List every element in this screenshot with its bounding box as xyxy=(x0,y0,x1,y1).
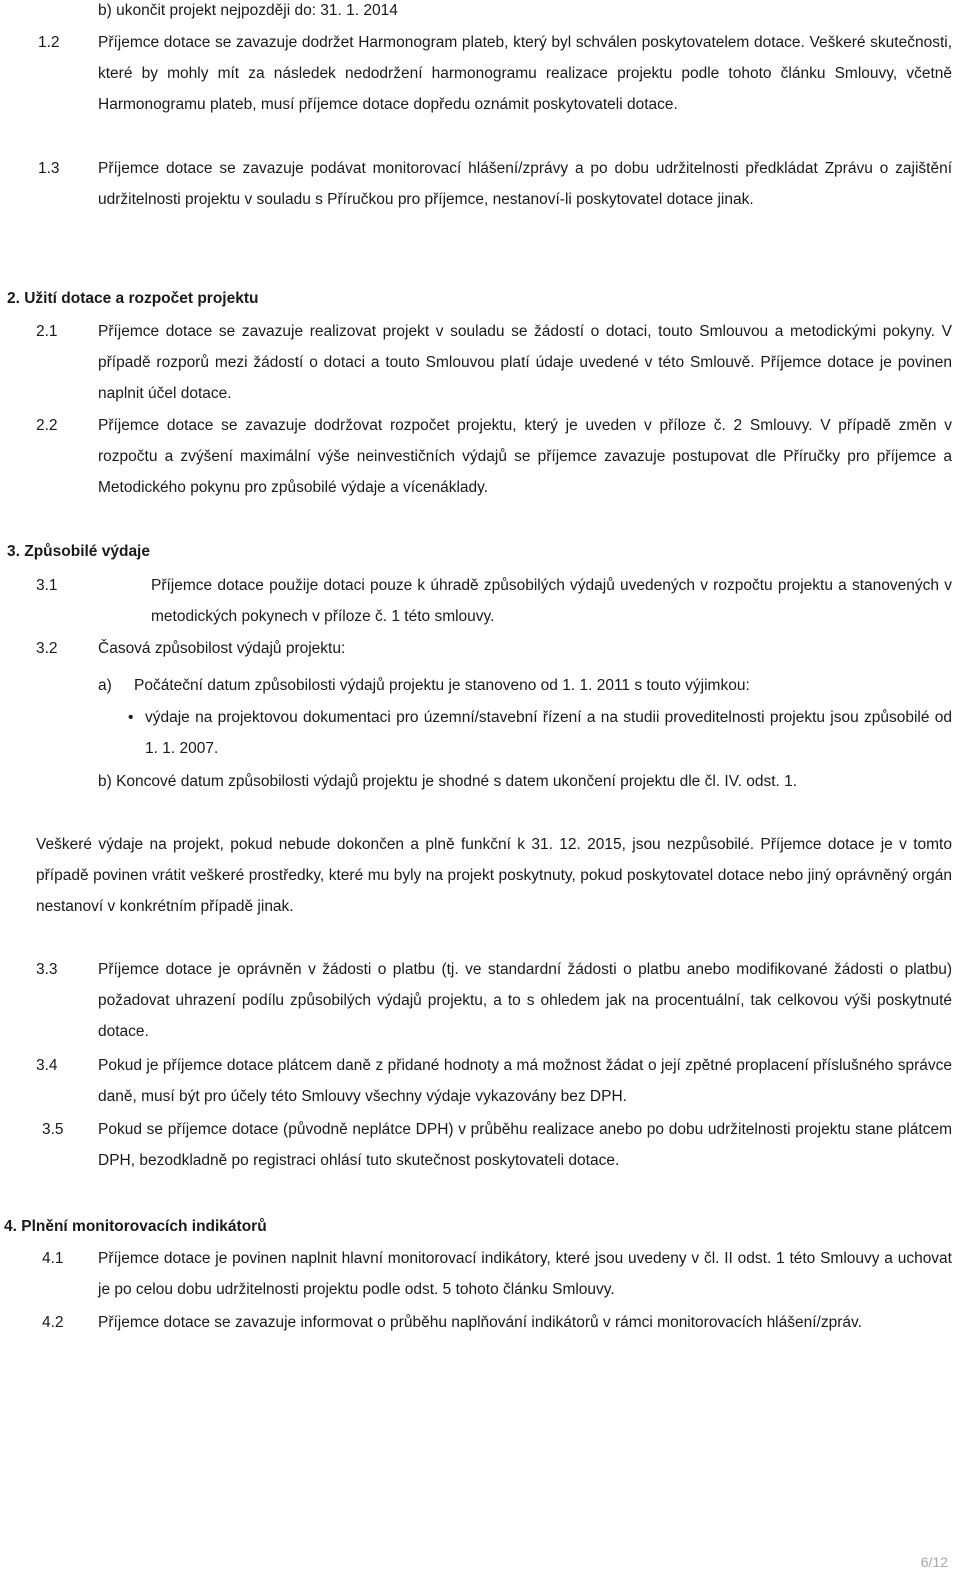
clause-number: 3.2 xyxy=(36,640,58,657)
section-heading: 2. Užití dotace a rozpočet projektu xyxy=(7,290,259,307)
bullet-item: výdaje na projektovou dokumentaci pro územní/stavební řízení a na studii proveditelnosti projektu jsou způsobilé od 1. 1. 2007. xyxy=(145,709,952,757)
clause-text: Příjemce dotace se zavazuje informovat o průběhu naplňování indikátorů v rámci monitorovacích hlášení/zpráv. xyxy=(98,1314,862,1331)
page-number: 6/12 xyxy=(920,1554,948,1570)
note-paragraph: Veškeré výdaje na projekt, pokud nebude dokončen a plně funkční k 31. 12. 2015, jsou nezpůsobilé. Příjemce dotace je v tomto případě povinen vrátit veškeré prostředky, které mu byly na projekt poskytnuty, pokud poskytovatel dotace nebo jiný oprávněný orgán nestanoví v konkrétním případě jinak. xyxy=(36,836,952,915)
clause-text: Příjemce dotace se zavazuje realizovat projekt v souladu se žádostí o dotaci, touto Smlouvou a metodickými pokyny. V případě rozporů mezi žádostí o dotaci a touto Smlouvou platí údaje uvedené v této Smlouvě. Příjemce dotace je povinen naplnit účel dotace. xyxy=(98,323,952,402)
clause-number: 2.1 xyxy=(36,323,58,340)
section-heading: 3. Způsobilé výdaje xyxy=(7,543,150,560)
list-label: a) xyxy=(98,677,112,694)
clause-text: Příjemce dotace se zavazuje dodržovat rozpočet projektu, který je uveden v příloze č. 2 Smlouvy. V případě změn v rozpočtu a zvýšení maximální výše neinvestičních výdajů se příjemce zavazuje postupovat dle Příručky pro příjemce a Metodického pokynu pro způsobilé výdaje a vícenáklady. xyxy=(98,417,952,496)
list-item-b: b) Koncové datum způsobilosti výdajů projektu je shodné s datem ukončení projektu dle čl. IV. odst. 1. xyxy=(98,773,798,790)
clause-text: Příjemce dotace použije dotaci pouze k úhradě způsobilých výdajů uvedených v rozpočtu projektu a stanovených v metodických pokynech v příloze č. 1 této smlouvy. xyxy=(151,577,952,625)
clause-number: 3.5 xyxy=(42,1121,64,1138)
clause-text: Příjemce dotace se zavazuje dodržet Harmonogram plateb, který byl schválen poskytovatelem dotace. Veškeré skutečnosti, které by mohly mít za následek nedodržení harmonogramu realizace projektu podle tohoto článku Smlouvy, včetně Harmonogramu plateb, musí příjemce dotace dopředu oznámit poskytovateli dotace. xyxy=(98,34,952,113)
clause-text: Pokud se příjemce dotace (původně neplátce DPH) v průběhu realizace anebo po dobu udržitelnosti projektu stane plátcem DPH, bezodkladně po registraci ohlásí tuto skutečnost poskytovateli dotace. xyxy=(98,1121,952,1169)
clause-number: 1.3 xyxy=(38,160,60,177)
clause-number: 3.4 xyxy=(36,1057,58,1074)
clause-text: Pokud je příjemce dotace plátcem daně z přidané hodnoty a má možnost žádat o její zpětné proplacení příslušného správce daně, musí být pro účely této Smlouvy všechny výdaje vykazovány bez DPH. xyxy=(98,1057,952,1105)
clause-text: Příjemce dotace je povinen naplnit hlavní monitorovací indikátory, které jsou uvedeny v čl. II odst. 1 této Smlouvy a uchovat je po celou dobu udržitelnosti projektu podle odst. 5 tohoto článku Smlouvy. xyxy=(98,1250,952,1298)
clause-number: 4.1 xyxy=(42,1250,64,1267)
bullet-icon: • xyxy=(128,709,134,726)
clause-number: 4.2 xyxy=(42,1314,64,1331)
clause-text: Příjemce dotace je oprávněn v žádosti o platbu (tj. ve standardní žádosti o platbu anebo modifikované žádosti o platbu) požadovat uhrazení podílu způsobilých výdajů projektu, a to s ohledem jak na procentuální, tak celkovou výši poskytnuté dotace. xyxy=(98,961,952,1040)
clause-text: Časová způsobilost výdajů projektu: xyxy=(98,640,346,657)
section-heading: 4. Plnění monitorovacích indikátorů xyxy=(4,1218,267,1235)
clause-number: 1.2 xyxy=(38,34,60,51)
clause-text: Příjemce dotace se zavazuje podávat monitorovací hlášení/zprávy a po dobu udržitelnosti předkládat Zprávu o zajištění udržitelnosti projektu v souladu s Příručkou pro příjemce, nestanoví-li poskytovatel dotace jinak. xyxy=(98,160,952,208)
clause-number: 2.2 xyxy=(36,417,58,434)
clause-number: 3.3 xyxy=(36,961,58,978)
deadline-line: b) ukončit projekt nejpozději do: 31. 1. 2014 xyxy=(98,2,398,19)
clause-number: 3.1 xyxy=(36,577,58,594)
list-item-a: Počáteční datum způsobilosti výdajů projektu je stanoveno od 1. 1. 2011 s touto výjimkou: xyxy=(134,677,750,694)
